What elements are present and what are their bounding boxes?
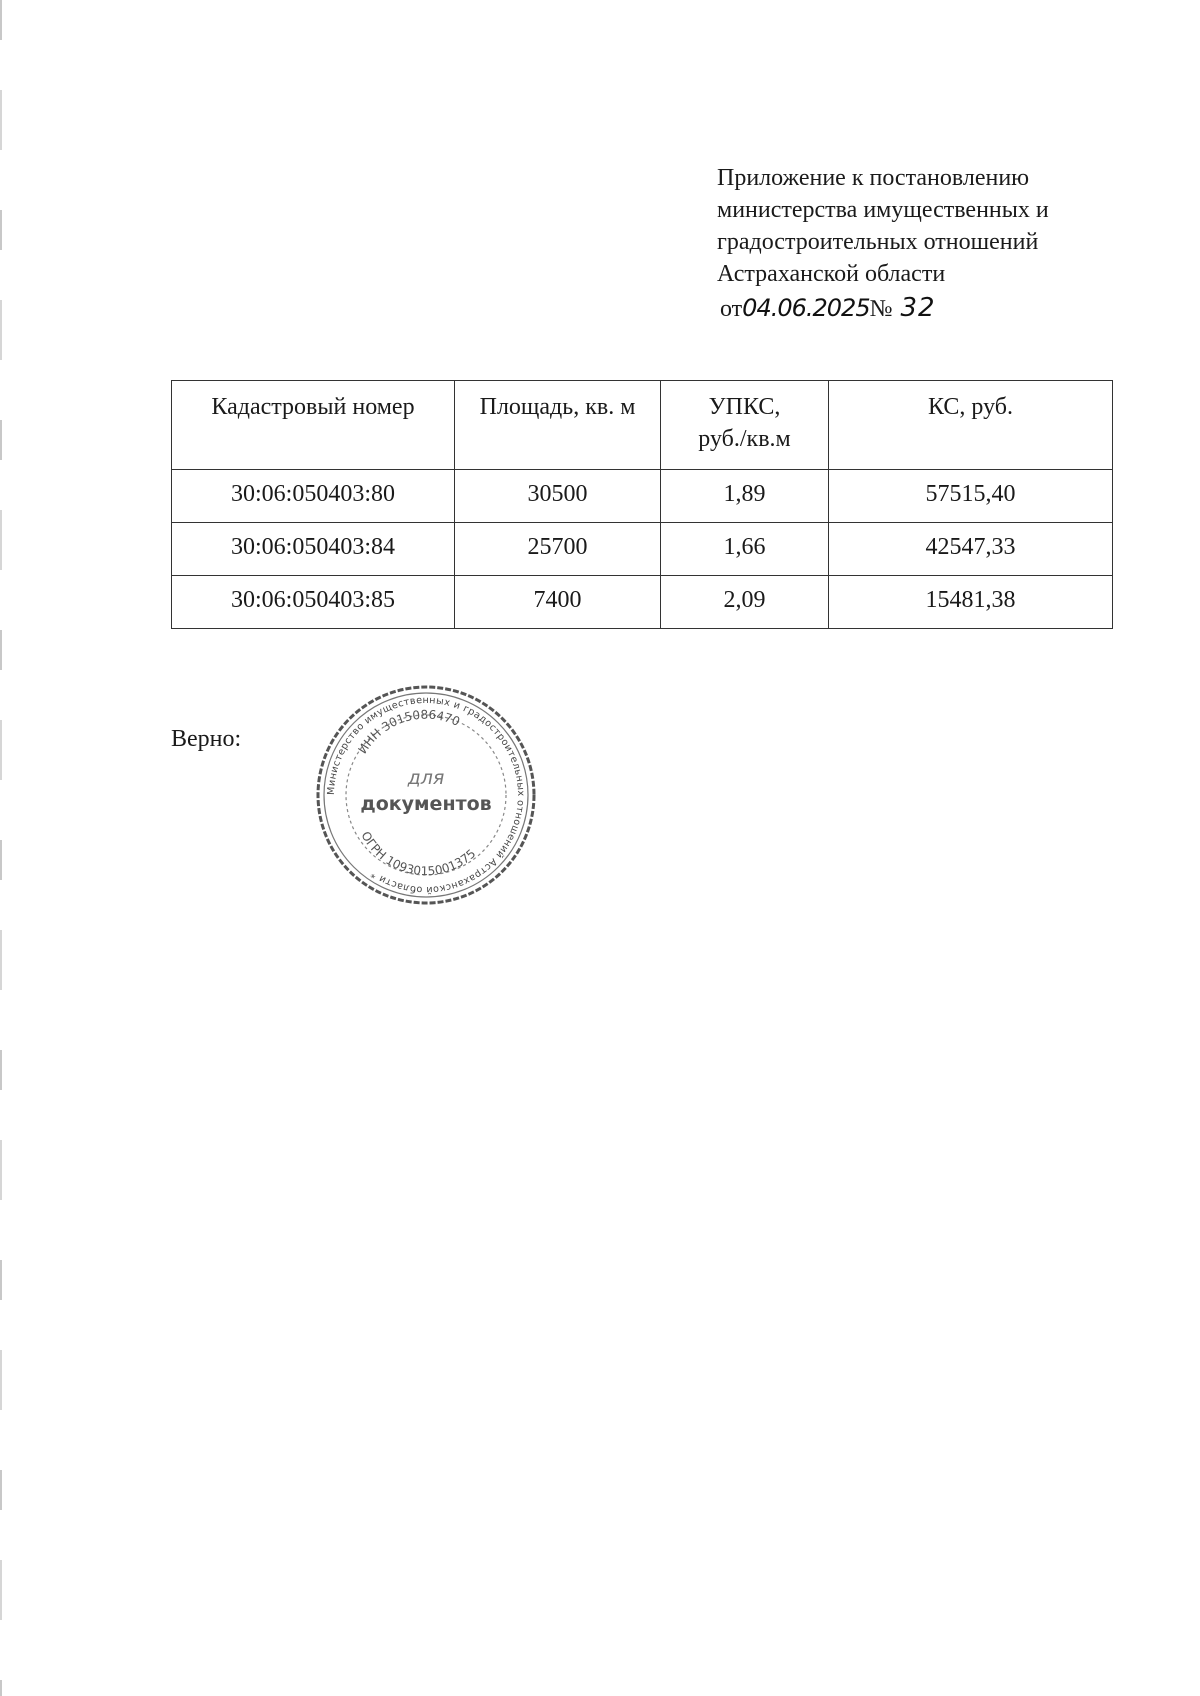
header-line-3: градостроительных отношений [717, 229, 1039, 255]
cadastral-value-table [171, 380, 1113, 629]
cell-upks: 2,09 [661, 576, 829, 629]
cell-upks: 1,89 [661, 470, 829, 523]
header-line-4: Астраханской области [717, 261, 946, 287]
table-row [172, 470, 1113, 523]
header-line-2: министерства имущественных и [717, 197, 1049, 223]
scan-edge [0, 0, 2, 1696]
col-header-area: Площадь, кв. м [455, 381, 661, 470]
cell-area: 25700 [455, 523, 661, 576]
verno-label: Верно: [171, 726, 242, 752]
appendix-header [717, 162, 1137, 325]
stamp-ring-text: Министерство имущественных и градостроительных отношений Астраханской области * [325, 694, 527, 896]
col-header-ks: КС, руб. [829, 381, 1113, 470]
cell-area: 7400 [455, 576, 661, 629]
table-header-row [172, 381, 1113, 470]
official-stamp [306, 680, 546, 910]
cell-ks: 15481,38 [829, 576, 1113, 629]
cell-cadastral-number: 30:06:050403:80 [172, 470, 455, 523]
cell-upks: 1,66 [661, 523, 829, 576]
cell-ks: 57515,40 [829, 470, 1113, 523]
date-number-line [717, 292, 1137, 325]
table-row [172, 523, 1113, 576]
stamp-center-line-1: для [407, 767, 445, 789]
stamp-ogrn: ОГРН 1093015001375 [358, 829, 479, 879]
handwritten-number: 32 [900, 293, 936, 323]
handwritten-date: 04.06.2025 [742, 294, 870, 322]
stamp-inn: ИНН 3015086470 [355, 707, 463, 757]
header-line-1: Приложение к постановлению [717, 165, 1030, 191]
cell-ks: 42547,33 [829, 523, 1113, 576]
stamp-center-line-2: документов [360, 793, 492, 815]
col-header-cadastral-number: Кадастровый номер [172, 381, 455, 470]
number-prefix: № [869, 296, 893, 322]
date-prefix: от [720, 296, 743, 322]
cell-area: 30500 [455, 470, 661, 523]
cell-cadastral-number: 30:06:050403:84 [172, 523, 455, 576]
table-row [172, 576, 1113, 629]
cell-cadastral-number: 30:06:050403:85 [172, 576, 455, 629]
col-header-upks: УПКС, руб./кв.м [661, 381, 829, 470]
